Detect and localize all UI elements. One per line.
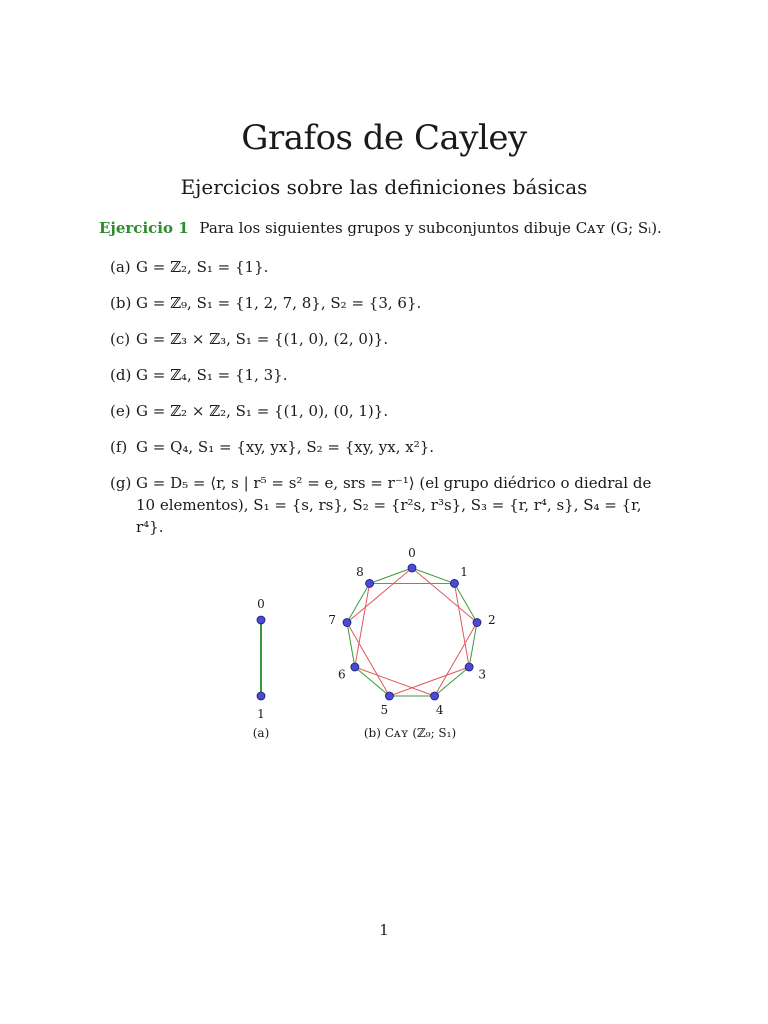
graph-vertex bbox=[343, 619, 351, 627]
page-title: Grafos de Cayley bbox=[241, 118, 527, 158]
graph-vertex bbox=[257, 616, 265, 624]
item-text: G = D₅ = ⟨r, s | r⁵ = s² = e, srs = r⁻¹⟩ (el grupo diédrico o diedral de 10 elementos), S₁ = {s, rs}, S₂ = {r²s, r³s}, S₃ = {r, r⁴, s}, S₄ = {r, r⁴}. bbox=[136, 474, 652, 536]
exercise-label: Ejercicio 1 bbox=[99, 219, 189, 237]
graph-vertex bbox=[450, 579, 458, 587]
exercise-text: Para los siguientes grupos y subconjuntos dibuje Cᴀʏ (G; Sᵢ). bbox=[199, 219, 662, 237]
graph-vertex bbox=[366, 579, 374, 587]
vertex-label: 2 bbox=[487, 612, 496, 627]
graph-vertex bbox=[473, 619, 481, 627]
graph-vertex bbox=[408, 564, 416, 572]
vertex-label: 0 bbox=[257, 597, 265, 611]
figure-b-graph bbox=[328, 546, 495, 717]
figure-a-caption: (a) bbox=[252, 726, 270, 740]
item-text: G = ℤ₂, S₁ = {1}. bbox=[136, 258, 269, 276]
figure-b-caption: (b) Cᴀʏ (ℤ₉; S₁) bbox=[363, 726, 457, 740]
item-label: (d) bbox=[110, 366, 132, 384]
vertex-label: 5 bbox=[380, 703, 389, 718]
graph-edge bbox=[355, 667, 390, 696]
graph-edge bbox=[355, 667, 435, 696]
item-text: G = ℤ₉, S₁ = {1, 2, 7, 8}, S₂ = {3, 6}. bbox=[136, 294, 422, 312]
graph-edge bbox=[370, 568, 412, 583]
item-label: (b) bbox=[110, 294, 132, 312]
graph-edge bbox=[435, 667, 470, 696]
vertex-label: 8 bbox=[356, 564, 364, 579]
item-label: (c) bbox=[110, 330, 131, 348]
graph-vertex bbox=[431, 692, 439, 700]
item-label: (g) bbox=[110, 474, 132, 492]
item-text: G = ℤ₄, S₁ = {1, 3}. bbox=[136, 366, 288, 384]
vertex-label: 4 bbox=[435, 703, 444, 718]
item-label: (e) bbox=[110, 402, 131, 420]
page-subtitle: Ejercicios sobre las definiciones básicas bbox=[180, 175, 588, 199]
item-text: G = ℤ₂ × ℤ₂, S₁ = {(1, 0), (0, 1)}. bbox=[136, 402, 389, 420]
figure-a-graph bbox=[257, 597, 265, 721]
vertex-label: 7 bbox=[328, 612, 337, 627]
graph-vertex bbox=[465, 663, 473, 671]
graph-vertex bbox=[351, 663, 359, 671]
item-label: (a) bbox=[110, 258, 131, 276]
item-text: G = Q₄, S₁ = {xy, yx}, S₂ = {xy, yx, x²}. bbox=[136, 438, 435, 456]
vertex-label: 0 bbox=[408, 546, 416, 560]
graph-edge bbox=[412, 568, 454, 583]
item-label: (f) bbox=[110, 438, 128, 456]
vertex-label: 3 bbox=[478, 667, 486, 682]
vertex-label: 6 bbox=[338, 667, 346, 682]
item-text: G = ℤ₃ × ℤ₃, S₁ = {(1, 0), (2, 0)}. bbox=[136, 330, 389, 348]
vertex-label: 1 bbox=[460, 564, 468, 579]
vertex-label: 1 bbox=[257, 707, 265, 721]
graph-edge bbox=[389, 667, 469, 696]
page-number: 1 bbox=[379, 921, 389, 939]
graph-vertex bbox=[257, 692, 265, 700]
graph-vertex bbox=[385, 692, 393, 700]
